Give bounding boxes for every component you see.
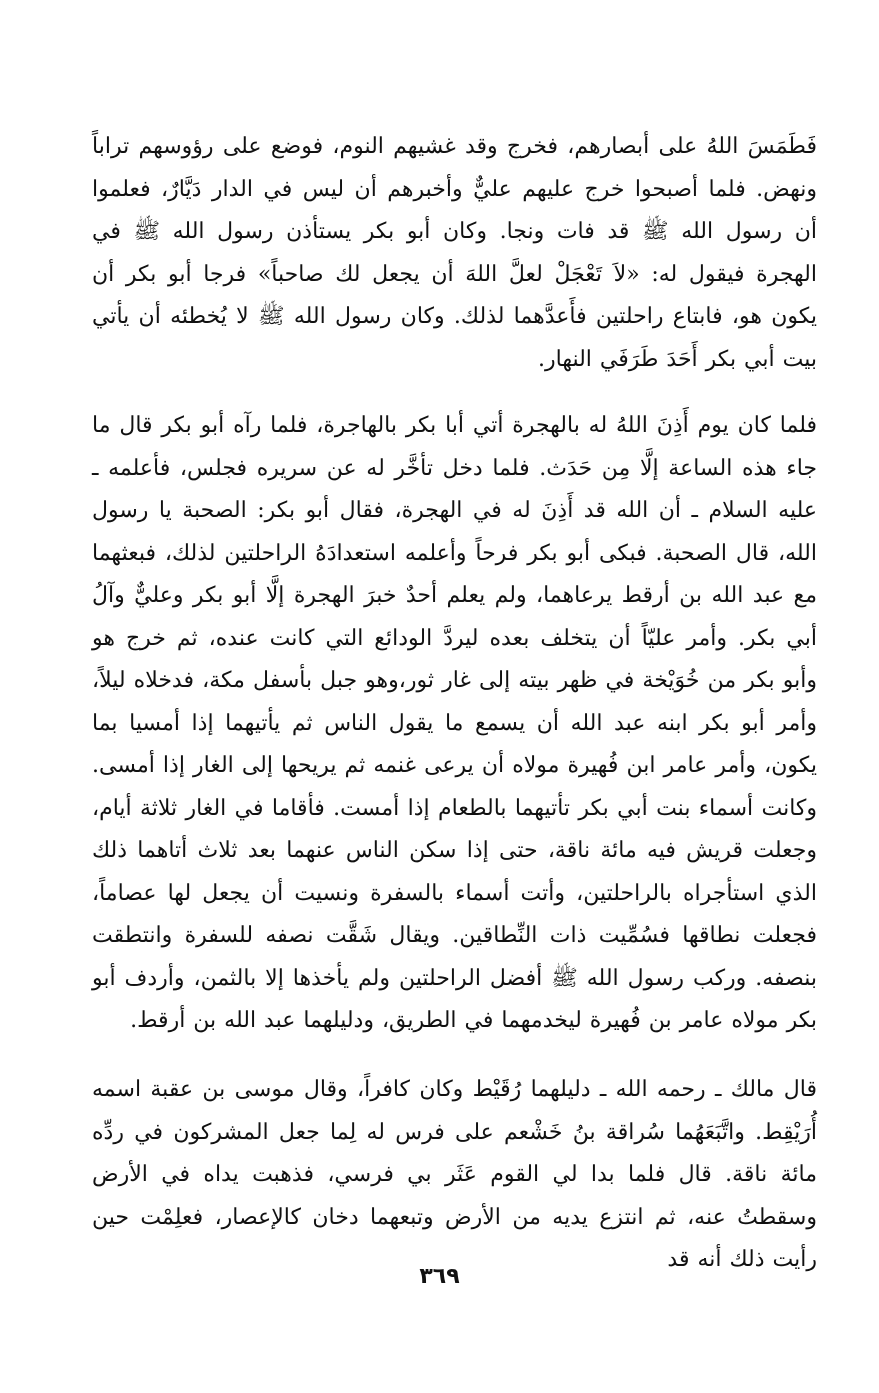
paragraph-1: فَطَمَسَ اللهُ على أبصارهم، فخرج وقد غشيهم النوم، فوضع على رؤوسهم تراباً ونهض. فلما أصبحوا خرج عليهم عليٌّ وأخبرهم أن ليس في الدار دَيَّارٌ، فعلموا أن رسول الله ﷺ قد فات ونجا. وكان أبو بكر يستأذن رسول الله ﷺ في الهجرة فيقول له: «لاَ تَعْجَلْ لعلَّ اللهَ أن يجعل لك صاحباً» فرجا أبو بكر أن يكون هو، فابتاع راحلتين فأَعدَّهما لذلك. وكان رسول الله ﷺ لا يُخطئه أن يأتي بيت أبي بكر أَحَدَ طَرَفَي النهار. bbox=[92, 134, 817, 372]
page-number: ٣٦٩ bbox=[419, 1264, 460, 1289]
paragraph-3: قال مالك ـ رحمه الله ـ دليلهما رُقَيْط وكان كافراً، وقال موسى بن عقبة اسمه أُرَيْقِط. واتَّبَعَهُما سُراقة بنُ خَشْعم على فرس له لِما جعل المشركون في ردِّه مائة ناقة. قال فلما بدا لي القوم عَثَر بي فرسي، فذهبت يداه في الأرض وسقطتُ عنه، ثم انتزع يديه من الأرض وتبعهما دخان كالإعصار، فعلِمْت حين رأيت ذلك أنه قد bbox=[92, 1077, 818, 1272]
paragraph-2: فلما كان يوم أَذِنَ اللهُ له بالهجرة أتي أبا بكر بالهاجرة، فلما رآه أبو بكر قال ما جاء هذه الساعة إلَّا مِن حَدَث. فلما دخل تأخَّر له عن سريره فجلس، فأعلمه ـ عليه السلام ـ أن الله قد أَذِنَ له في الهجرة، فقال أبو بكر: الصحبة يا رسول الله، قال الصحبة. فبكى أبو بكر فرحاً وأعلمه استعدادَهُ الراحلتين لذلك، فبعثهما مع عبد الله بن أرقط يرعاهما، ولم يعلم أحدٌ خبرَ الهجرة إلَّا أبو بكر وعليٌّ وآلُ أبي بكر. وأمر عليّاً أن يتخلف بعده ليردَّ الودائع التي كانت عنده، ثم خرج هو وأبو بكر من خُوَيْخة في ظهر بيته إلى غار ثور،وهو جبل بأسفل مكة، فدخلاه ليلاً، وأمر أبو بكر ابنه عبد الله أن يسمع ما يقول الناس ثم يأتيهما إذا أمسيا بما يكون، وأمر عامر ابن فُهيرة مولاه أن يرعى غنمه ثم يريحها إلى الغار إذا أمسى. وكانت أسماء بنت أبي بكر تأتيهما بالطعام إذا أمست. فأقاما في الغار ثلاثة أيام، وجعلت قريش فيه مائة ناقة، حتى إذا سكن الناس عنهما بعد ثلاث أتاهما ذلك الذي استأجراه بالراحلتين، وأتت أسماء بالسفرة ونسيت أن يجعل لها عصاماً، فجعلت نطاقها فسُمِّيت ذات النِّطاقين. ويقال شَقَّت نصفه للسفرة وانتطقت بنصفه. وركب رسول الله ﷺ أفضل الراحلتين ولم يأخذها إلا بالثمن، وأردف أبو بكر مولاه عامر بن فُهيرة ليخدمهما في الطريق، ودليلهما عبد الله بن أرقط. bbox=[92, 413, 818, 1033]
